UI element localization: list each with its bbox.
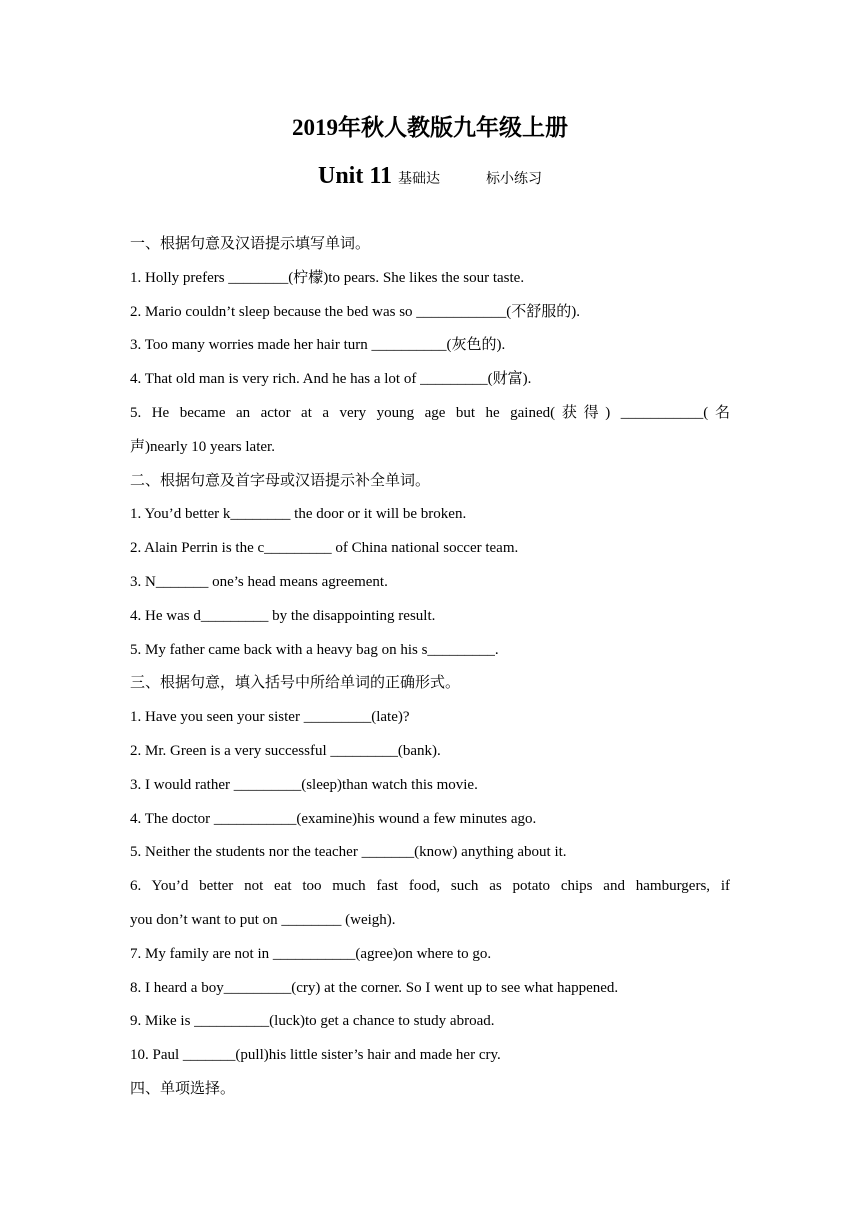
subtitle-part-1: 基础达 (398, 172, 440, 187)
exercise-line: 3. I would rather _________(sleep)than watch this movie. (130, 776, 478, 793)
exercise-line: 2. Alain Perrin is the c_________ of China national soccer team. (130, 540, 519, 557)
exercise-line: 4. That old man is very rich. And he has a lot of _________(财富). (130, 371, 532, 388)
exercise-line: 1. Holly prefers ________(柠檬)to pears. She likes the sour taste. (130, 269, 525, 286)
exercise-line: 2. Mr. Green is a very successful _________(bank). (130, 742, 441, 759)
document-title: 2019年秋人教版九年级上册 (292, 115, 568, 140)
exercise-line: 6. You’d better not eat too much fast food, such as potato chips and hamburgers, if (130, 878, 730, 895)
section-heading: 二、根据句意及首字母或汉语提示补全单词。 (130, 472, 431, 489)
section-heading: 四、单项选择。 (130, 1080, 236, 1097)
exercise-line: 3. Too many worries made her hair turn __________(灰色的). (130, 337, 506, 354)
exercise-line: 1. You’d better k________ the door or it will be broken. (130, 506, 467, 523)
exercise-content (130, 228, 730, 1107)
exercise-line: 声)nearly 10 years later. (130, 438, 275, 455)
exercise-line: 8. I heard a boy_________(cry) at the corner. So I went up to see what happened. (130, 979, 619, 996)
exercise-line: 10. Paul _______(pull)his little sister’s hair and made her cry. (130, 1047, 501, 1064)
exercise-line: 5. Neither the students nor the teacher _______(know) anything about it. (130, 844, 567, 861)
exercise-line: 4. He was d_________ by the disappointing result. (130, 607, 436, 624)
section-heading: 一、根据句意及汉语提示填写单词。 (130, 236, 371, 252)
document-subtitle (0, 160, 860, 196)
exercise-line: you don’t want to put on ________ (weigh). (130, 911, 396, 928)
section-heading: 三、根据句意，填入括号中所给单词的正确形式。 (130, 675, 461, 692)
exercise-line: 1. Have you seen your sister _________(late)? (130, 709, 410, 726)
exercise-line: 2. Mario couldn’t sleep because the bed was so ____________(不舒服的). (130, 303, 581, 320)
unit-label: Unit 11 (317, 163, 392, 189)
exercise-line: 7. My family are not in ___________(agree)on where to go. (130, 945, 492, 962)
subtitle-part-2: 标小练习 (486, 172, 542, 187)
exercise-line: 5. He became an actor at a very young age but he gained(获得) ___________(名 (130, 404, 730, 421)
exercise-line: 5. My father came back with a heavy bag on his s_________. (130, 641, 499, 658)
exercise-line: 3. N_______ one’s head means agreement. (130, 573, 388, 590)
exercise-line: 9. Mike is __________(luck)to get a chance to study abroad. (130, 1013, 495, 1030)
exercise-line: 4. The doctor ___________(examine)his wound a few minutes ago. (130, 810, 537, 827)
